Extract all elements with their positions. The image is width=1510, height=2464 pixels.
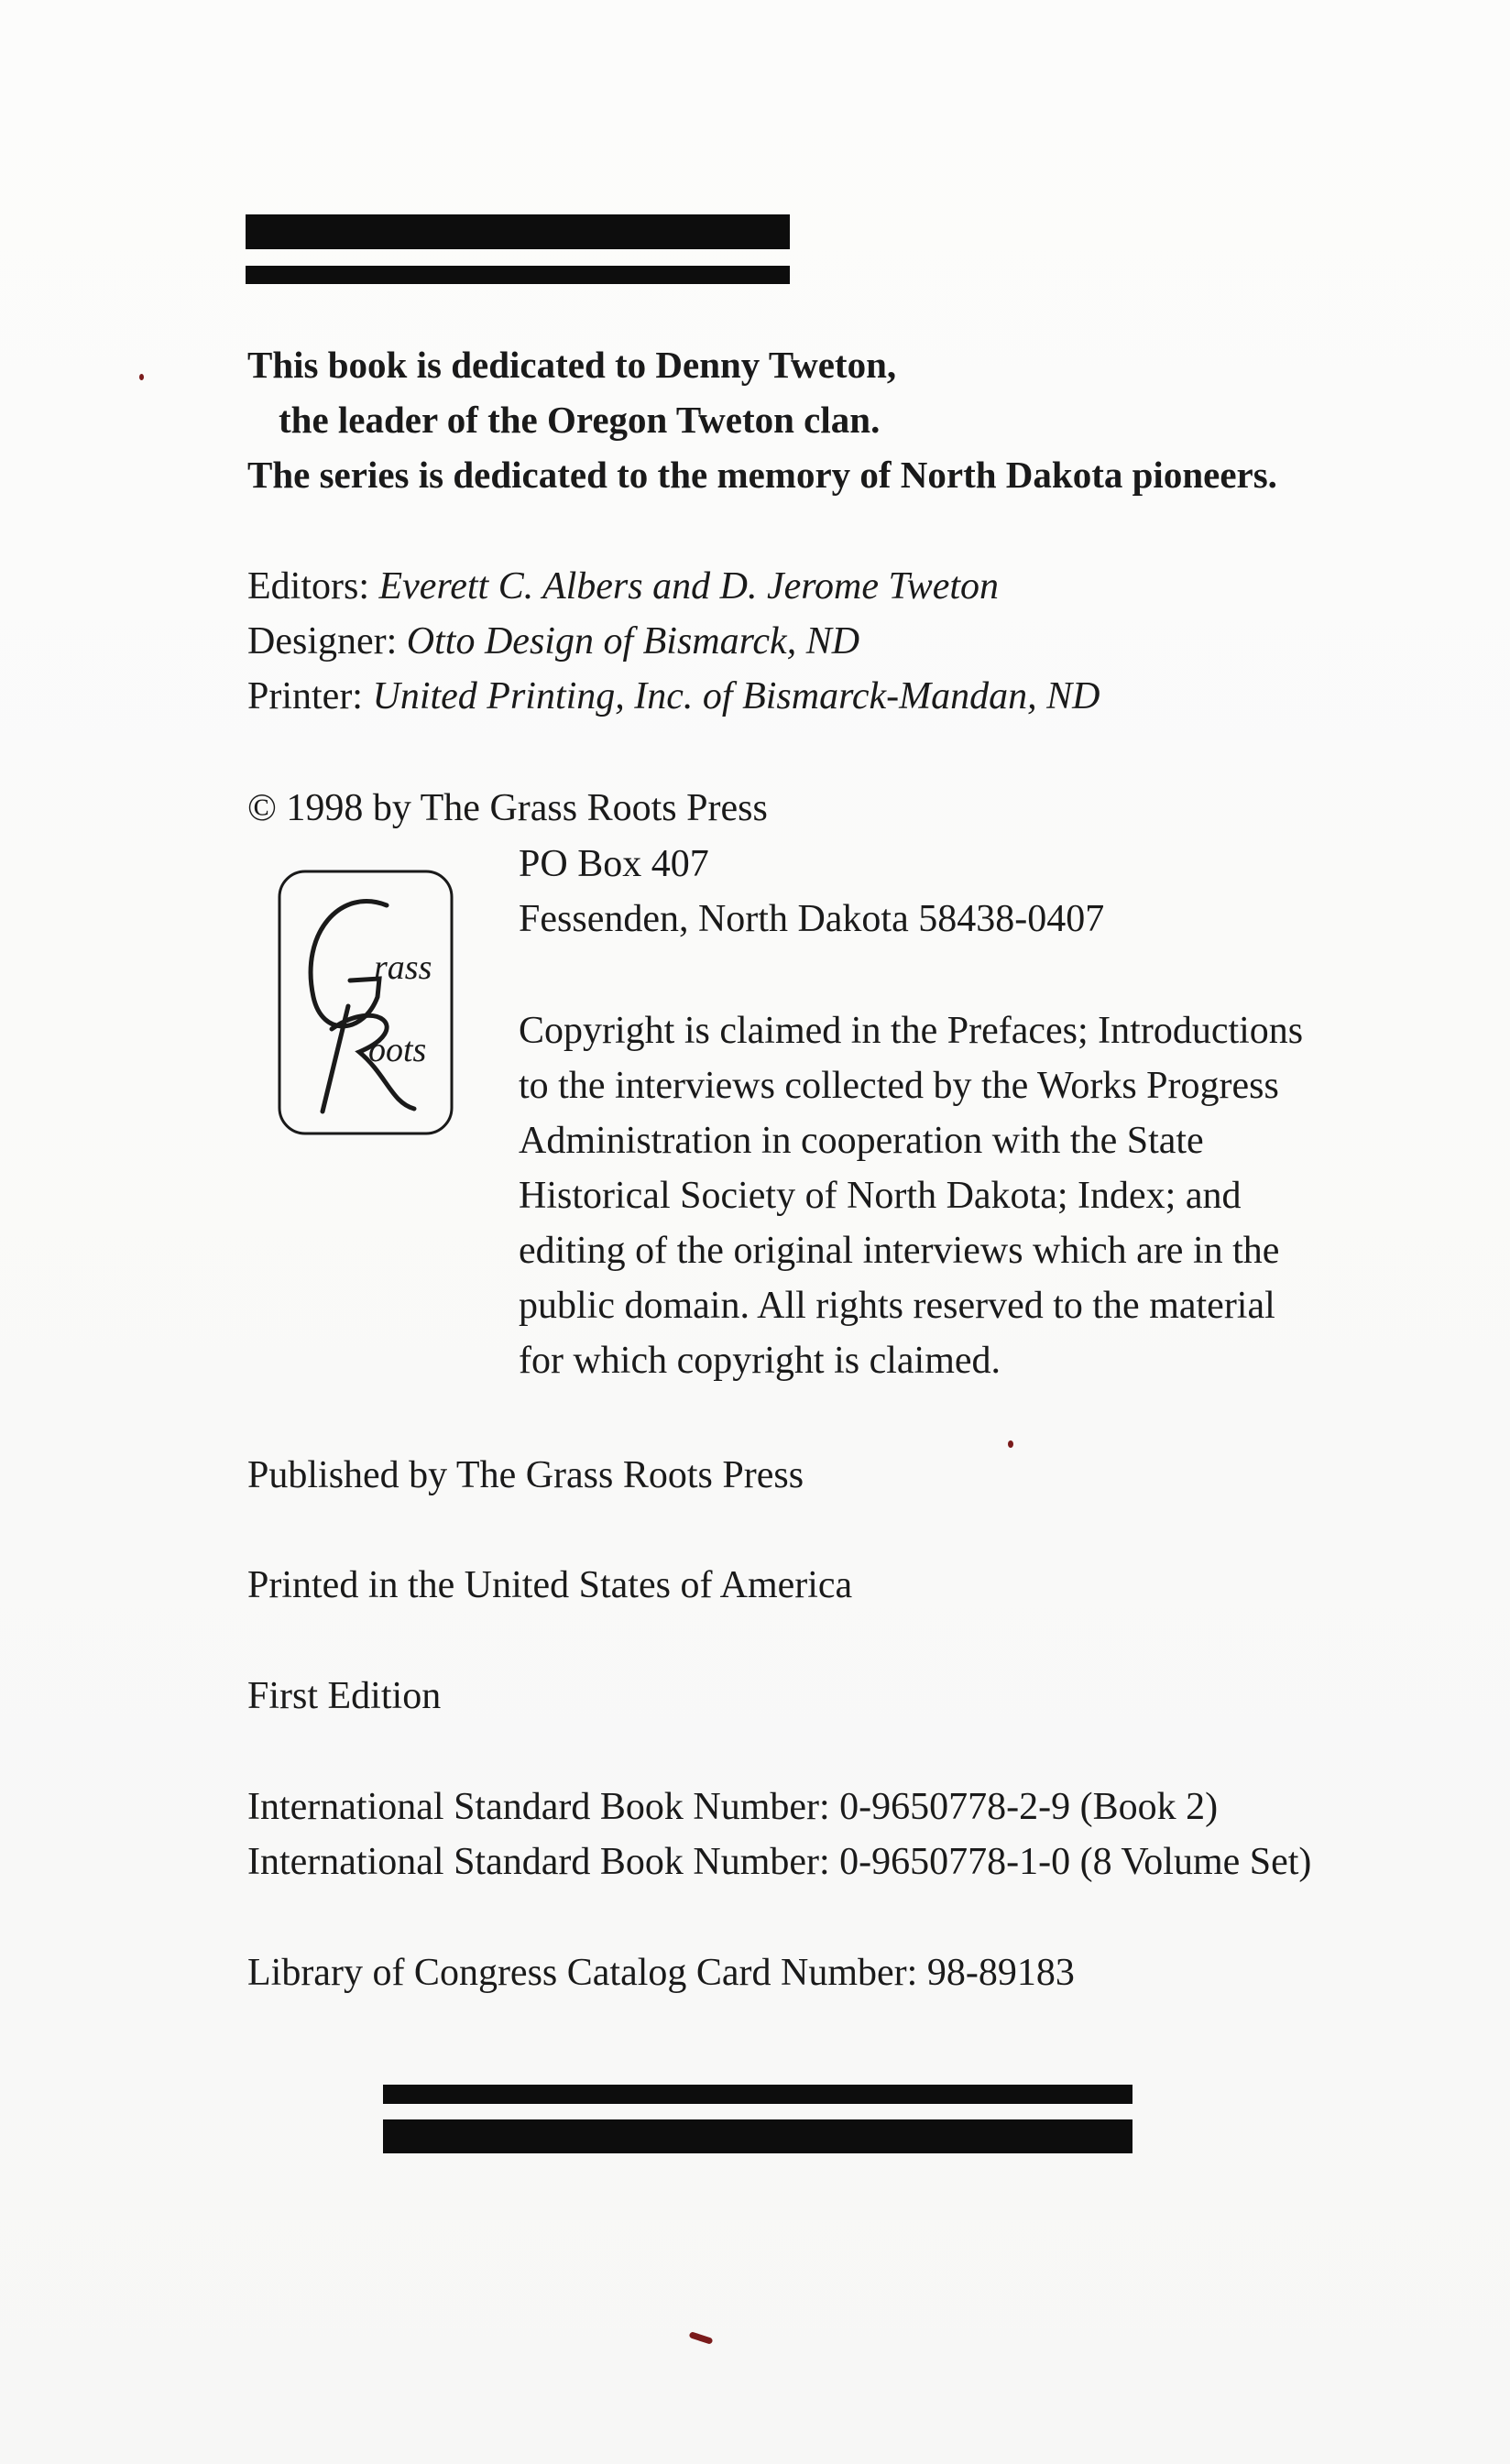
paper-speck [689, 2331, 714, 2345]
designer-line [247, 614, 1100, 669]
designer-value: Otto Design of Bismarck, ND [406, 620, 860, 663]
dedication-line-1: This book is dedicated to Denny Tweton, [247, 344, 897, 386]
credits [247, 559, 1100, 724]
claim-line: public domain. All rights reserved to the material [519, 1285, 1275, 1327]
paper-speck [1008, 1440, 1013, 1448]
dedication [247, 337, 1277, 502]
logo-word-grass: rass [374, 948, 432, 987]
top-rule-thin [246, 266, 790, 284]
bottom-rule-thick [383, 2119, 1132, 2153]
address-line-1: PO Box 407 [519, 843, 709, 885]
claim-line: editing of the original interviews which are in the [519, 1230, 1280, 1272]
editors-line [247, 559, 1100, 614]
designer-label: Designer: [247, 620, 407, 663]
isbn-block [247, 1780, 1311, 1889]
editors-value: Everett C. Albers and D. Jerome Tweton [378, 565, 1000, 608]
published-by: Published by The Grass Roots Press [247, 1454, 804, 1496]
paper-speck [139, 374, 144, 380]
claim-line: for which copyright is claimed. [519, 1340, 1001, 1382]
publisher-address [519, 837, 1104, 947]
address-line-2: Fessenden, North Dakota 58438-0407 [519, 898, 1105, 940]
lccn: Library of Congress Catalog Card Number: 98-89183 [247, 1952, 1075, 1994]
top-rule-thick [246, 214, 790, 249]
printer-label: Printer: [247, 675, 373, 717]
editors-label: Editors: [247, 565, 379, 608]
edition: First Edition [247, 1675, 442, 1717]
dedication-line-2: the leader of the Oregon Tweton clan. [279, 399, 881, 441]
bottom-rule-thin [383, 2085, 1132, 2104]
logo-frame [279, 871, 452, 1133]
logo-word-roots: oots [368, 1031, 427, 1069]
claim-line: to the interviews collected by the Works Progress [519, 1065, 1279, 1107]
copyright-line: © 1998 by The Grass Roots Press [247, 787, 768, 829]
claim-line: Historical Society of North Dakota; Index; and [519, 1175, 1242, 1217]
printed-in: Printed in the United States of America [247, 1564, 853, 1606]
grass-roots-logo [277, 869, 454, 1136]
dedication-line-3: The series is dedicated to the memory of North Dakota pioneers. [247, 454, 1277, 496]
isbn-line-2: International Standard Book Number: 0-9650778-1-0 (8 Volume Set) [247, 1841, 1312, 1883]
isbn-line-1: International Standard Book Number: 0-9650778-2-9 (Book 2) [247, 1786, 1219, 1828]
printer-value: United Printing, Inc. of Bismarck-Mandan, ND [372, 675, 1100, 717]
claim-line: Copyright is claimed in the Prefaces; Introductions [519, 1010, 1304, 1052]
claim-line: Administration in cooperation with the State [519, 1120, 1204, 1162]
copyright-claim [519, 1003, 1435, 1388]
printer-line [247, 669, 1100, 724]
